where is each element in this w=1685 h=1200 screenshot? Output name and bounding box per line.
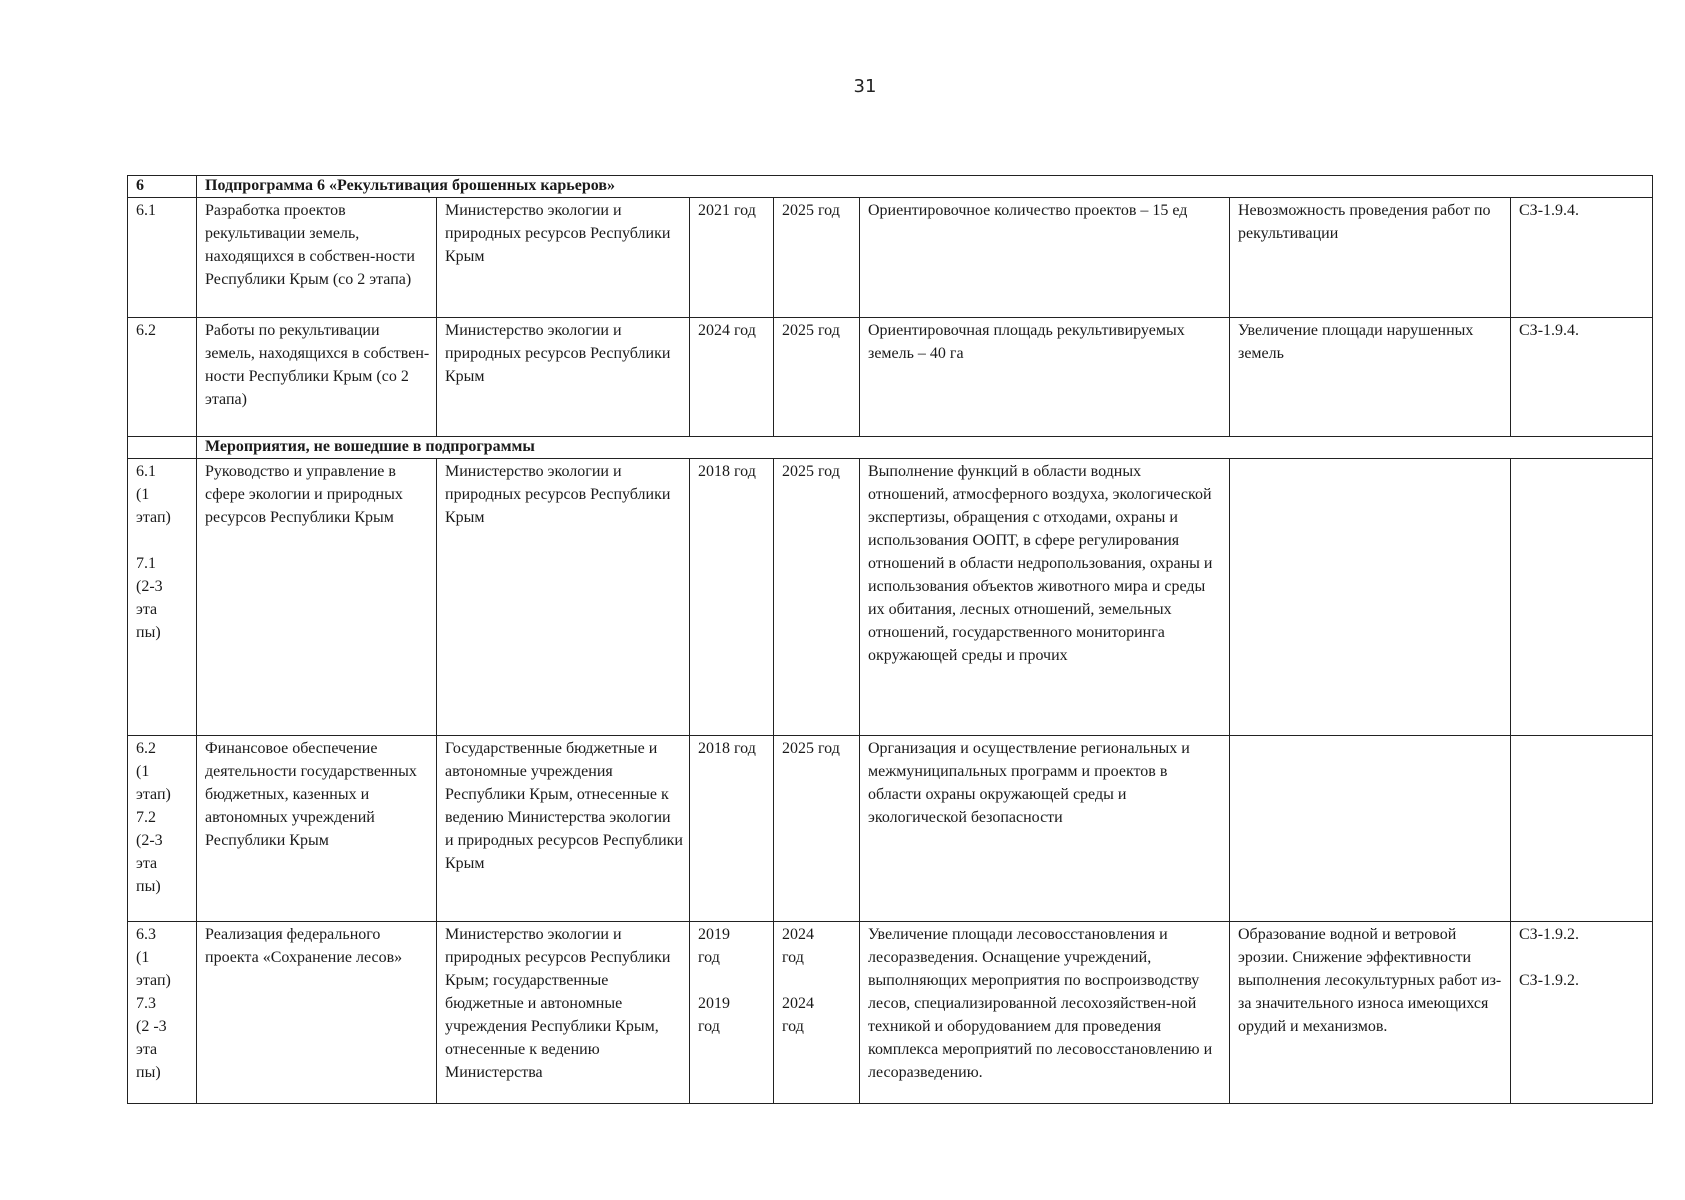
cell-start-year: 2019 год 2019 год bbox=[690, 922, 774, 1104]
cell-result: Увеличение площади лесовосстановления и лесоразведения. Оснащение учреждений, выполняющих мероприятия по воспроизводству лесов, специализированной лесохозяйствен-ной техникой и оборудованием для проведения комплекса мероприятий по лесовосстановлению и лесоразведению. bbox=[860, 922, 1230, 1104]
cell-consequence: Увеличение площади нарушенных земель bbox=[1230, 318, 1511, 437]
cell-executor: Министерство экологии и природных ресурсов Республики Крым; государственные бюджетные и автономные учреждения Республики Крым, отнесенные к ведению Министерства bbox=[437, 922, 690, 1104]
cell-start-year: 2024 год bbox=[690, 318, 774, 437]
cell-end-year: 2024 год 2024 год bbox=[774, 922, 860, 1104]
cell-indicator: СЗ-1.9.4. bbox=[1511, 318, 1653, 437]
cell-consequence: Невозможность проведения работ по рекультивации bbox=[1230, 198, 1511, 318]
table-row bbox=[128, 736, 1653, 922]
cell-num: 6.2 bbox=[128, 318, 197, 437]
cell-indicator: СЗ-1.9.4. bbox=[1511, 198, 1653, 318]
cell-name: Финансовое обеспечение деятельности государственных бюджетных, казенных и автономных учреждений Республики Крым bbox=[197, 736, 437, 922]
table-row bbox=[128, 198, 1653, 318]
cell-end-year: 2025 год bbox=[774, 198, 860, 318]
section-title: Подпрограмма 6 «Рекультивация брошенных карьеров» bbox=[197, 176, 1653, 198]
cell-indicator: СЗ-1.9.2. СЗ-1.9.2. bbox=[1511, 922, 1653, 1104]
cell-consequence bbox=[1230, 459, 1511, 736]
cell-indicator bbox=[1511, 736, 1653, 922]
table-row-section-other bbox=[128, 437, 1653, 459]
cell-end-year: 2025 год bbox=[774, 459, 860, 736]
cell-executor: Министерство экологии и природных ресурсов Республики Крым bbox=[437, 459, 690, 736]
cell-consequence bbox=[1230, 736, 1511, 922]
cell-start-year: 2018 год bbox=[690, 459, 774, 736]
cell-num bbox=[128, 437, 197, 459]
cell-start-year: 2018 год bbox=[690, 736, 774, 922]
cell-name: Разработка проектов рекультивации земель, находящихся в собствен-ности Республики Крым (со 2 этапа) bbox=[197, 198, 437, 318]
cell-executor: Министерство экологии и природных ресурсов Республики Крым bbox=[437, 198, 690, 318]
cell-name: Работы по рекультивации земель, находящихся в собствен-ности Республики Крым (со 2 этапа) bbox=[197, 318, 437, 437]
cell-name: Руководство и управление в сфере экологии и природных ресурсов Республики Крым bbox=[197, 459, 437, 736]
cell-name: Реализация федерального проекта «Сохранение лесов» bbox=[197, 922, 437, 1104]
cell-result: Организация и осуществление региональных и межмуниципальных программ и проектов в области охраны окружающей среды и экологической безопасности bbox=[860, 736, 1230, 922]
cell-num: 6.1 bbox=[128, 198, 197, 318]
cell-consequence: Образование водной и ветровой эрозии. Снижение эффективности выполнения лесокультурных работ из-за значительного износа имеющихся орудий и механизмов. bbox=[1230, 922, 1511, 1104]
cell-result: Ориентировочная площадь рекультивируемых земель – 40 га bbox=[860, 318, 1230, 437]
cell-start-year: 2021 год bbox=[690, 198, 774, 318]
cell-num: 6.3 (1 этап) 7.3 (2 -3 эта пы) bbox=[128, 922, 197, 1104]
cell-num: 6.1 (1 этап) 7.1 (2-3 эта пы) bbox=[128, 459, 197, 736]
table-row bbox=[128, 459, 1653, 736]
table-row bbox=[128, 318, 1653, 437]
cell-num: 6 bbox=[128, 176, 197, 198]
cell-result: Выполнение функций в области водных отношений, атмосферного воздуха, экологической экспертизы, обращения с отходами, охраны и использования ООПТ, в сфере регулирования отношений в области недропользования, охраны и использования объектов животного мира и среды их обитания, лесных отношений, земельных отношений, государственного мониторинга окружающей среды и прочих bbox=[860, 459, 1230, 736]
page-number: 31 bbox=[853, 76, 877, 97]
activities-table bbox=[127, 175, 1653, 1104]
section-title: Мероприятия, не вошедшие в подпрограммы bbox=[197, 437, 1653, 459]
cell-num: 6.2 (1 этап) 7.2 (2-3 эта пы) bbox=[128, 736, 197, 922]
cell-indicator bbox=[1511, 459, 1653, 736]
cell-executor: Министерство экологии и природных ресурсов Республики Крым bbox=[437, 318, 690, 437]
table-row-section-6 bbox=[128, 176, 1653, 198]
cell-result: Ориентировочное количество проектов – 15 ед bbox=[860, 198, 1230, 318]
cell-end-year: 2025 год bbox=[774, 736, 860, 922]
cell-executor: Государственные бюджетные и автономные учреждения Республики Крым, отнесенные к ведению Министерства экологии и природных ресурсов Республики Крым bbox=[437, 736, 690, 922]
table-row bbox=[128, 922, 1653, 1104]
cell-end-year: 2025 год bbox=[774, 318, 860, 437]
